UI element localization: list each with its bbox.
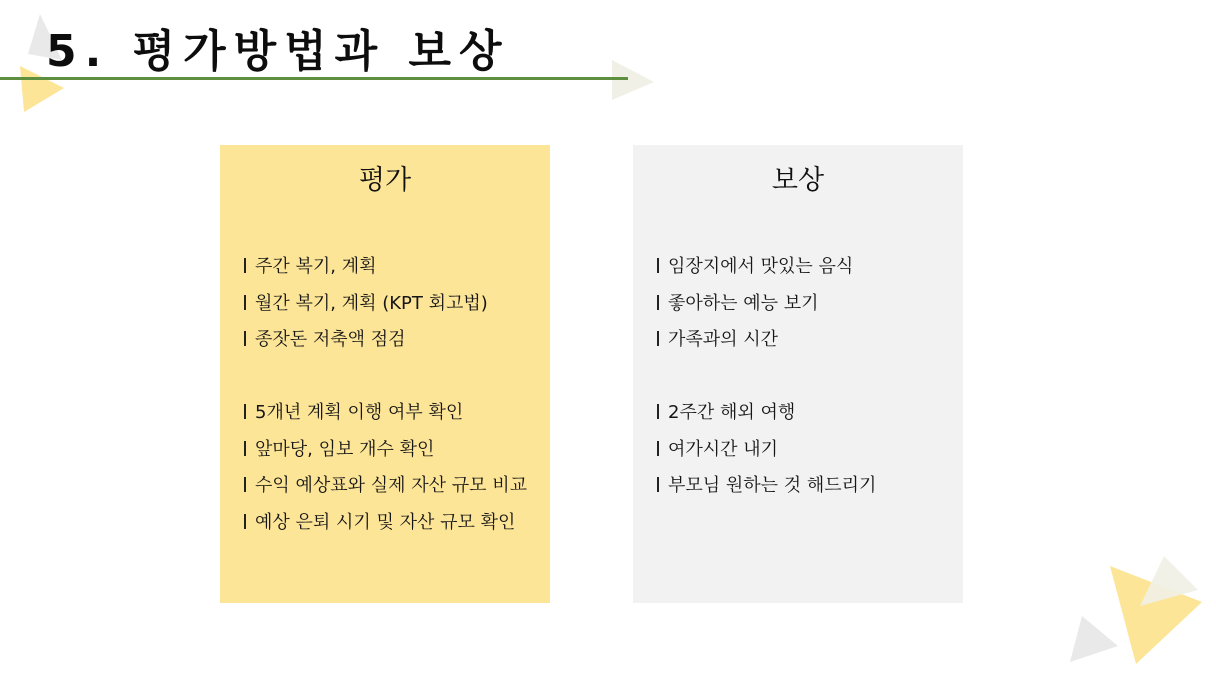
list-item (244, 395, 542, 432)
list-item (244, 322, 542, 359)
list-item (244, 249, 542, 286)
bullet-bar (244, 514, 246, 529)
bullet-bar (657, 441, 659, 456)
list-item-label: 월간 복기, 계획 (KPT 회고법) (255, 292, 488, 314)
list-item (244, 505, 542, 542)
list-item (657, 432, 955, 469)
list-item-label: 5개년 계획 이행 여부 확인 (255, 402, 464, 423)
list-item (657, 249, 955, 286)
list-item (244, 286, 542, 323)
list-item-label: 종잣돈 저축액 점검 (255, 329, 406, 350)
bullet-bar (657, 331, 659, 346)
list-item (657, 468, 955, 505)
list-item-label: 예상 은퇴 시기 및 자산 규모 확인 (255, 511, 516, 533)
bullet-bar (244, 477, 246, 492)
list-item-label: 임장지에서 맛있는 음식 (668, 256, 854, 277)
bullet-bar (657, 477, 659, 492)
list-item-label: 좋아하는 예능 보기 (668, 292, 819, 314)
title-underline (0, 77, 628, 80)
bullet-bar (657, 258, 659, 273)
bullet-bar (244, 404, 246, 419)
list-item-label: 주간 복기, 계획 (255, 256, 377, 277)
bullet-bar (244, 258, 246, 273)
list-item-label: 여가시간 내기 (668, 438, 779, 460)
list-item-label: 2주간 해외 여행 (668, 402, 796, 423)
list-item-label: 가족과의 시간 (668, 329, 779, 350)
bullet-bar (244, 295, 246, 310)
bullet-bar (244, 441, 246, 456)
deco-triangle-rule-end (612, 60, 654, 100)
reward-card (633, 145, 963, 603)
reward-heading: 보상 (771, 165, 825, 196)
list-item (657, 322, 955, 359)
bullet-bar (244, 331, 246, 346)
list-item-label: 부모님 원하는 것 해드리기 (668, 475, 877, 496)
page-title: 5. 평가방법과 보상 (46, 26, 510, 77)
evaluation-list (244, 249, 542, 541)
list-item (657, 286, 955, 323)
reward-list (657, 249, 955, 505)
bullet-bar (657, 295, 659, 310)
bullet-bar (657, 404, 659, 419)
deco-triangle-bottom-light (1140, 556, 1198, 606)
list-item-label: 수익 예상표와 실제 자산 규모 비교 (255, 475, 528, 496)
list-item (657, 395, 955, 432)
list-item (244, 468, 542, 505)
evaluation-card (220, 145, 550, 603)
list-item-label: 앞마당, 임보 개수 확인 (255, 438, 435, 460)
evaluation-heading: 평가 (358, 165, 412, 196)
list-item (244, 432, 542, 469)
